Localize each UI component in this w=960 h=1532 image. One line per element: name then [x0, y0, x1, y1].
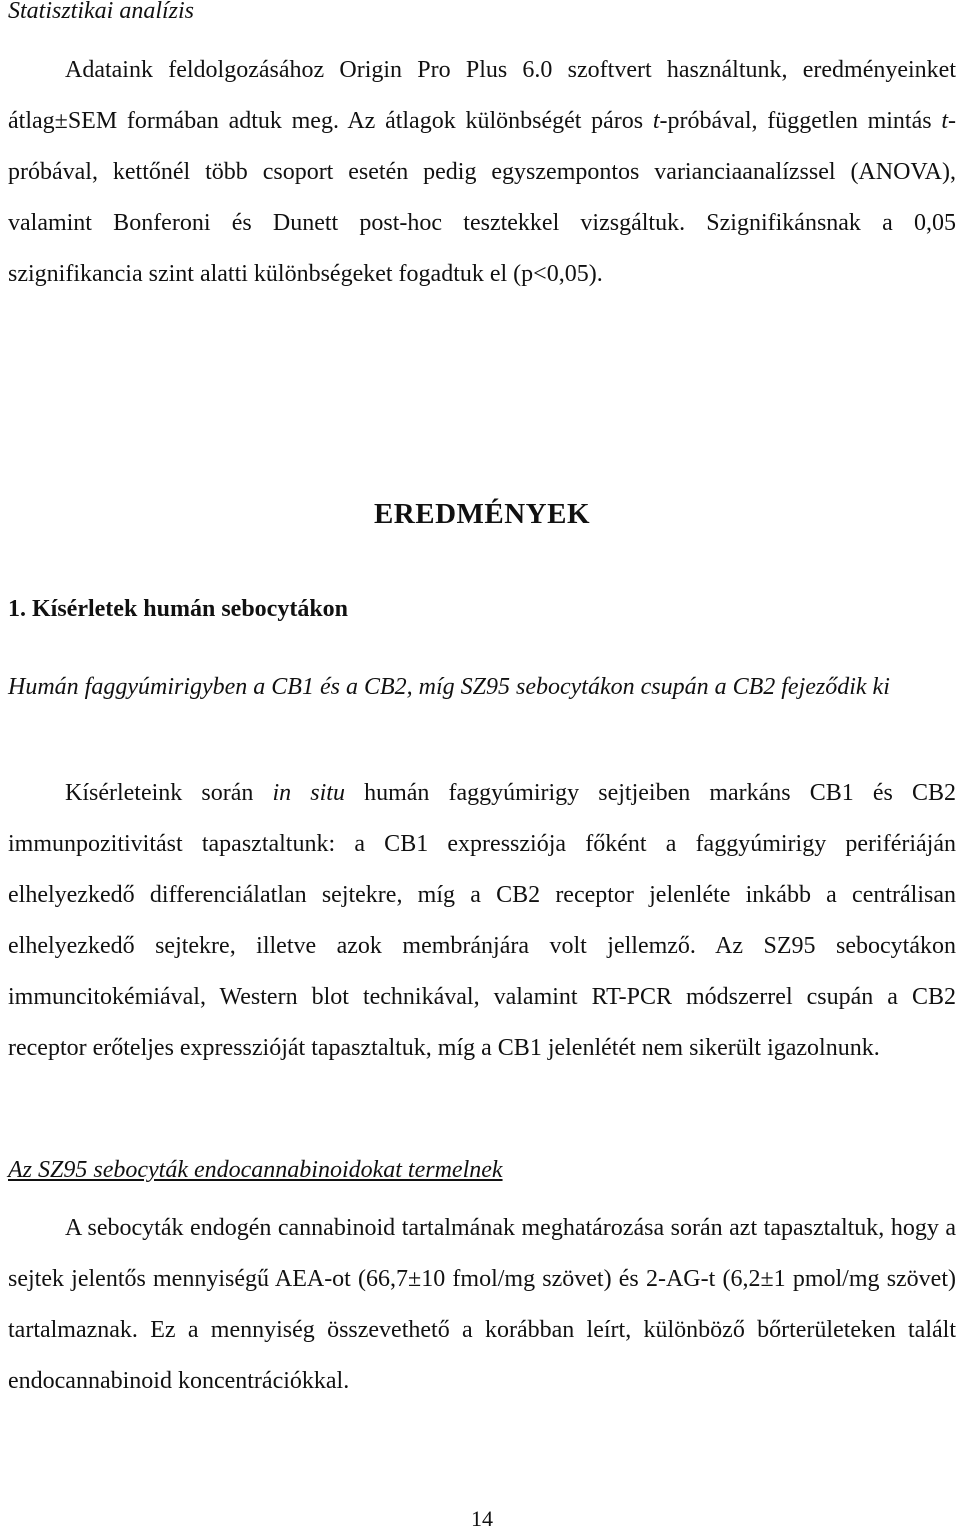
finding2-title: Az SZ95 sebocyták endocannabinoidokat termelnek	[8, 1157, 503, 1183]
stats-text-3: -próbával, kettőnél több csoport esetén pedig egyszempontos varianciaanalízssel (ANOVA), valamint Bonferoni és Dunett post-hoc tesztekkel vizsgáltuk. Szignifikánsnak a 0,05 szignifikancia szint alatti különbségeket fogadtuk el (p<0,05).	[8, 108, 956, 287]
stats-text-2: -próbával, független mintás	[659, 108, 942, 134]
page-number: 14	[471, 1506, 493, 1531]
stats-text-t1: t	[652, 108, 660, 134]
stats-paragraph	[8, 45, 956, 300]
finding1-text-insitu: in situ	[272, 780, 345, 806]
results-heading: EREDMÉNYEK	[373, 498, 591, 530]
finding1-title: Humán faggyúmirigyben a CB1 és a CB2, míg SZ95 sebocytákon csupán a CB2 fejeződik ki	[8, 674, 890, 700]
stats-text-1: Adataink feldolgozásához Origin Pro Plus 6.0 szoftvert használtunk, eredményeinket átlag±SEM formában adtuk meg. Az átlagok különbségét páros	[8, 57, 956, 134]
stats-section-title: Statisztikai analízis	[8, 0, 195, 24]
finding1-text-1: Kísérleteink során	[65, 780, 273, 806]
finding1-paragraph	[8, 768, 956, 1074]
stats-text-t2: t	[941, 108, 948, 134]
results-subheading: 1. Kísérletek humán sebocytákon	[8, 596, 349, 622]
finding2-paragraph: A sebocyták endogén cannabinoid tartalmának meghatározása során azt tapasztaltuk, hogy a sejtek jelentős mennyiségű AEA-ot (66,7±10 fmol/mg szövet) és 2-AG-t (6,2±1 pmol/mg szövet) tartalmaznak. Ez a mennyiség összevethető a korábban leírt, különböző bőrterületeken talált endocannabinoid koncentrációkkal.	[8, 1215, 956, 1394]
finding1-text-2: humán faggyúmirigy sejtjeiben markáns CB1 és CB2 immunpozitivitást tapasztaltunk: a CB1 expressziója főként a faggyúmirigy perifériáján elhelyezkedő differenciálatlan sejtekre, míg a CB2 receptor jelenléte inkább a centrálisan elhelyezkedő sejtekre, illetve azok membránjára volt jellemző. Az SZ95 sebocytákon immuncitokémiával, Western blot technikával, valamint RT-PCR módszerrel csupán a CB2 receptor erőteljes expresszióját tapasztaltuk, míg a CB1 jelenlétét nem sikerült igazolnunk.	[8, 780, 957, 1061]
